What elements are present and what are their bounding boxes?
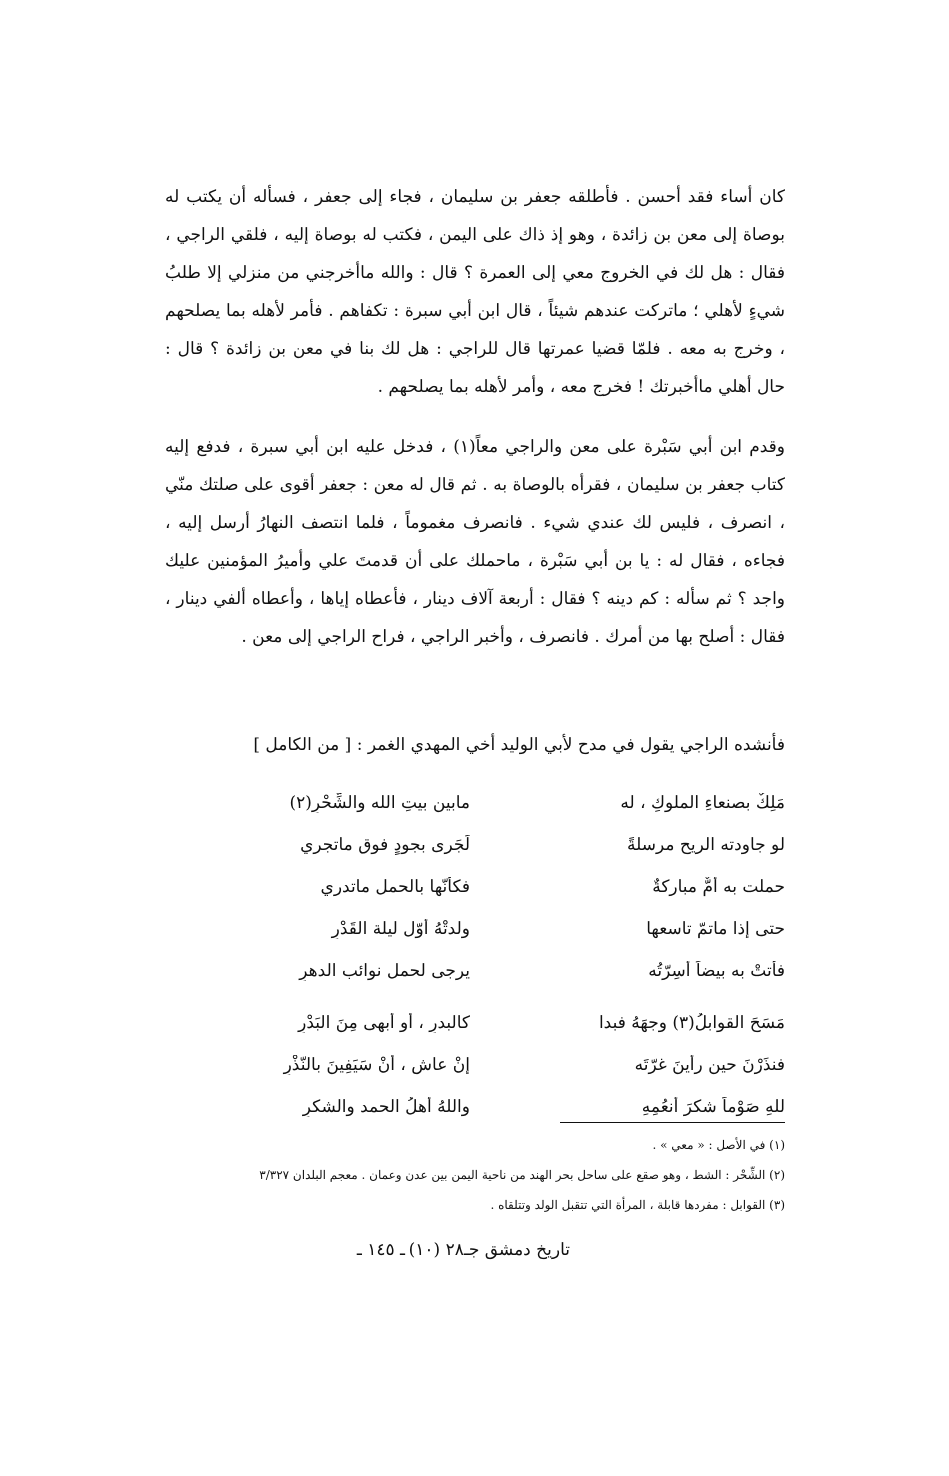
verse-1 [220, 782, 785, 824]
verse-second-hemistich: كالبدرِ ، أو أبهى مِنَ البَدْرِ [298, 1013, 470, 1033]
verse-first-hemistich: فنذَرْنَ حين رأينَ غرّتَه [634, 1055, 785, 1075]
verse-second-hemistich: يرجى لحمل نوائب الدهرِ [299, 961, 470, 981]
verse-5 [220, 950, 785, 992]
poem-intro: فأنشده الراجي يقول في مدح لأبي الوليد أخي المهدي الغمر : [ من الكامل ] [253, 735, 785, 755]
verse-second-hemistich: مابين بيتِ الله والشِّحْرِ(٢) [289, 793, 470, 813]
verse-4 [220, 908, 785, 950]
page-number: ـ ١٤٥ ـ [356, 1240, 405, 1260]
verse-first-hemistich: حتى إذا ماتمّ تاسعها [646, 919, 785, 939]
paragraph-2: وقدم ابن أبي سَبْرة على معن والراجي معاً(١) ، فدخل عليه ابن أبي سبرة ، فدفع إليه كتاب جعفر بن سليمان ، فقرأه بالوصاة به . ثم قال له معن : جعفر أقوى على صلتك منّي ، انصرف ، فليس لك عندي شيء . فانصرف مغموماً ، فلما انتصف النهارُ أرسل إليه ، فجاءه ، فقال له : يا بن أبي سَبْرة ، ماحملك على أن قدمتَ علي وأميرُ المؤمنين عليك واجد ؟ ثم سأله : كم دينه ؟ فقال : أربعة آلاف دينار ، فأعطاه إياها ، وأعطاه ألفي دينار ، فقال : أصلح بها من أمرك . فانصرف ، وأخبر الراجي ، فراح الراجي إلى معن . [165, 437, 785, 647]
footnotes [165, 1130, 785, 1220]
verse-3 [220, 866, 785, 908]
verse-7 [220, 1044, 785, 1086]
book-title: تاريخ دمشق جـ٢٨ (١٠) [408, 1240, 570, 1260]
verse-first-hemistich: فأتتْ به بيضاً أسِرّتُه [648, 961, 785, 981]
footnote-3: (٣) القوابل : مفردها قابلة ، المرأة التي تتقبل الولد وتتلقاه . [490, 1198, 785, 1212]
verse-second-hemistich: لَجَرى بجودٍ فوق ماتجري [300, 835, 470, 855]
verse-first-hemistich: لو جاودته الريح مرسلةً [627, 835, 785, 855]
verse-2 [220, 824, 785, 866]
poem [220, 782, 785, 1128]
verse-second-hemistich: واللهُ أهلُ الحمد والشكرِ [302, 1097, 470, 1117]
verse-first-hemistich: حملت به أمٌّ مباركةٌ [652, 877, 785, 897]
verse-6 [220, 1002, 785, 1044]
verse-second-hemistich: إنْ عاش ، أنْ سَيَفِينَ بالنّذْرِ [283, 1055, 470, 1075]
footnote-1: (١) في الأصل : « معي » . [652, 1138, 785, 1152]
verse-first-hemistich: مَلِكٌ بصنعاءِ الملوكِ ، له [620, 793, 785, 813]
paragraph-1: كان أساء فقد أحسن . فأطلقه جعفر بن سليمان ، فجاء إلى جعفر ، فسأله أن يكتب له بوصاة إلى معن بن زائدة ، وهو إذ ذاك على اليمن ، فكتب له بوصاة إليه ، فلقي الراجي ، فقال : هل لك في الخروج معي إلى العمرة ؟ قال : والله ماأخرجني من منزلي إلا طلبُ شيءٍ لأهلي ؛ ماتركت عندهم شيئاً ، قال ابن أبي سبرة : تكفاهم . فأمر لأهله بما يصلحهم ، وخرج به معه . فلمّا قضيا عمرتها قال للراجي : هل لك بنا في معن بن زائدة ؟ قال : حال أهلي ماأخبرتك ! فخرج معه ، وأمر لأهله بما يصلحهم . [165, 187, 785, 397]
verse-first-hemistich: للهِ صَوْماً شكرَ أنعُمِهِ [641, 1097, 785, 1117]
verse-second-hemistich: فكأنّها بالحمل ماتدري [320, 877, 470, 897]
verse-second-hemistich: ولدتْهُ أوّل ليلة القَدْرِ [331, 919, 470, 939]
footnote-2: (٢) الشِّحْر : الشط ، وهو صقع على ساحل بحر الهند من ناحية اليمن بين عدن وعمان . معجم البلدان ٣/٣٢٧ [259, 1168, 785, 1182]
page-footer [165, 1240, 785, 1280]
footnote-divider [560, 1122, 785, 1123]
verse-first-hemistich: مَسَحَ القوابلُ(٣) وجهَهُ فبدا [598, 1013, 785, 1033]
